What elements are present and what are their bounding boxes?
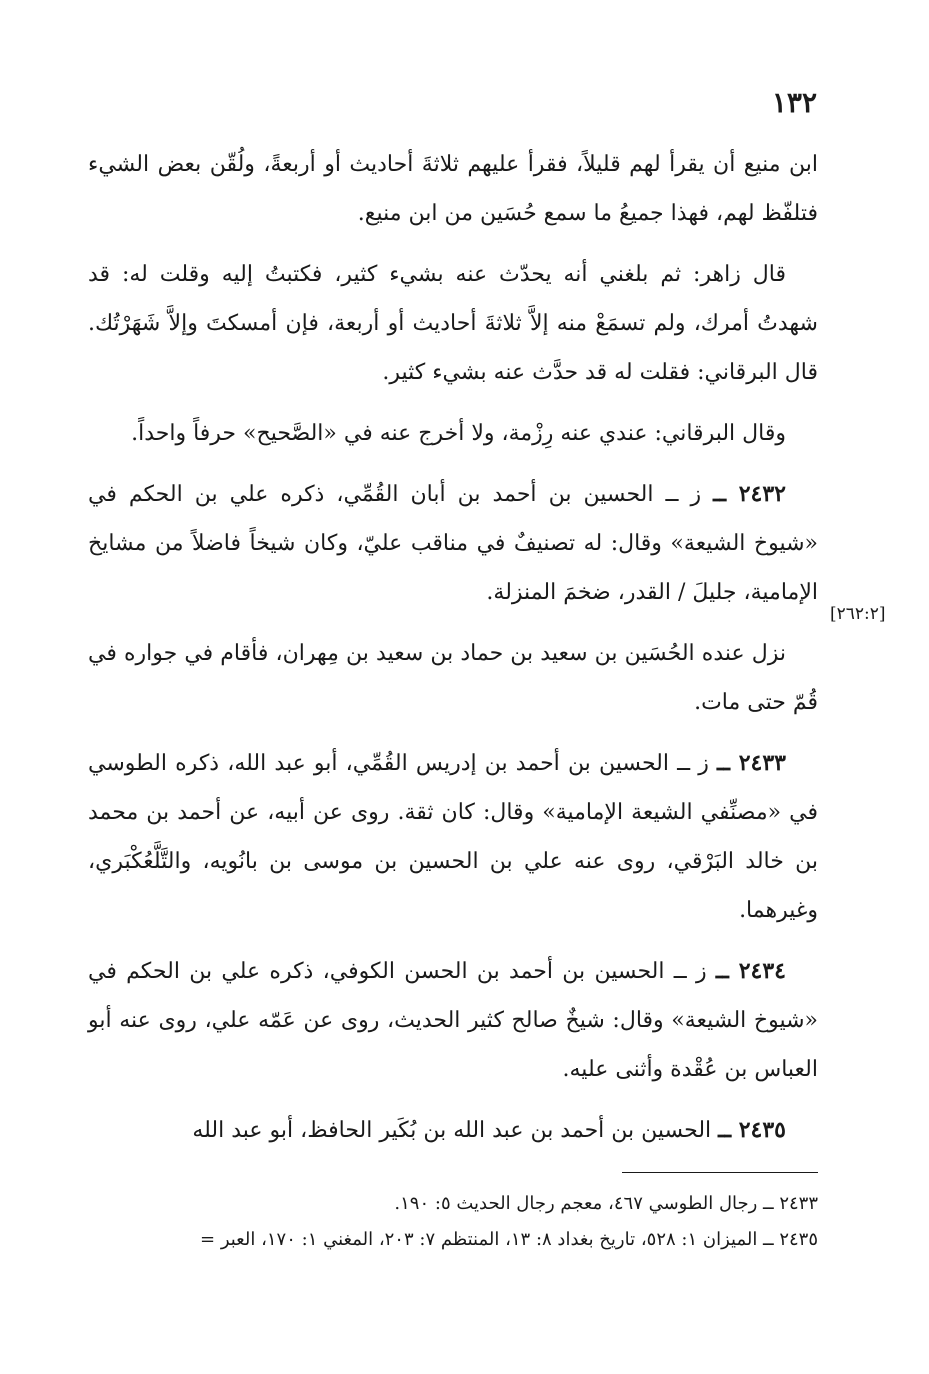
footnote-2435: ٢٤٣٥ ــ الميزان ١: ٥٢٨، تاريخ بغداد ٨: ١٣، المنتظم ٧: ٢٠٣، المغني ١: ١٧٠، العبر = — [200, 1229, 818, 1250]
paragraph-5 — [88, 629, 818, 727]
entry-number: ٢٤٣٥ ــ — [718, 1117, 786, 1143]
paragraph-text: قال زاهر: ثم بلغني أنه يحدّث عنه بشيء كثير، فكتبتُ إليه وقلت له: قد شهدتُ أمرك، ولم تسمَعْ منه إلاَّ ثلاثةَ أحاديث أو أربعة، فإن أمسكتَ وإلاَّ شَهَرْتُك. قال البرقاني: فقلت له قد حدَّث عنه بشيء كثير. — [88, 262, 818, 385]
entry-2432 — [88, 470, 818, 617]
margin-reference: [٢٦٢:٢] — [830, 604, 886, 624]
main-text — [88, 140, 818, 1167]
entry-text: ز ــ الحسين بن أحمد بن الحسن الكوفي، ذكره علي بن الحكم في «شيوخ الشيعة» وقال: شيخٌ صالح كثير الحديث، روى عن عَمّه علي، روى عنه أبو العباس بن عُقْدة وأثنى عليه. — [88, 959, 818, 1082]
entry-text: الحسين بن أحمد بن عبد الله بن بُكَير الحافظ، أبو عبد الله — [192, 1118, 712, 1143]
entry-number: ٢٤٣٤ ــ — [715, 958, 786, 984]
footnotes — [70, 1186, 818, 1258]
entry-number: ٢٤٣٢ ــ — [713, 481, 786, 507]
entry-number: ٢٤٣٣ ــ — [717, 750, 786, 776]
paragraph-text: نزل عنده الحُسَين بن سعيد بن حماد بن سعيد بن مِهران، فأقام في جواره في قُمّ حتى مات. — [88, 641, 818, 715]
entry-2434 — [88, 947, 818, 1094]
entry-2435 — [88, 1106, 818, 1155]
entry-text: ز ــ الحسين بن أحمد بن إدريس القُمِّي، أبو عبد الله، ذكره الطوسي في «مصنِّفي الشيعة الإمامية» وقال: كان ثقة. روى عن أبيه، عن أحمد بن محمد بن خالد البَرْقي، روى عنه علي بن الحسين بن موسى بن بانُويه، والتَّلَّعُكْبَري، وغيرهما. — [88, 751, 818, 923]
entry-text: ز ــ الحسين بن أحمد بن أبان القُمِّي، ذكره علي بن الحكم في «شيوخ الشيعة» وقال: له تصنيفٌ في مناقب عليّ، وكان شيخاً فاضلاً من مشايخ الإمامية، جليلَ / القدر، ضخمَ المنزلة. — [88, 482, 818, 605]
paragraph-1 — [88, 140, 818, 238]
paragraph-text: ابن منيع أن يقرأ لهم قليلاً، فقرأ عليهم ثلاثةَ أحاديث أو أربعةً، ولُقّن بعض الشيء فتلفّظ لهم، فهذا جميعُ ما سمع حُسَين من ابن منيع. — [88, 152, 818, 226]
footnote-divider — [622, 1172, 818, 1173]
paragraph-2 — [88, 250, 818, 397]
entry-2433 — [88, 739, 818, 935]
paragraph-text: وقال البرقاني: عندي عنه رِزْمة، ولا أخرج عنه في «الصَّحيح» حرفاً واحداً. — [131, 421, 786, 446]
paragraph-3 — [88, 409, 818, 458]
page-number: ١٣٢ — [771, 86, 817, 119]
footnote-2433: ٢٤٣٣ ــ رجال الطوسي ٤٦٧، معجم رجال الحديث ٥: ١٩٠. — [394, 1193, 818, 1214]
